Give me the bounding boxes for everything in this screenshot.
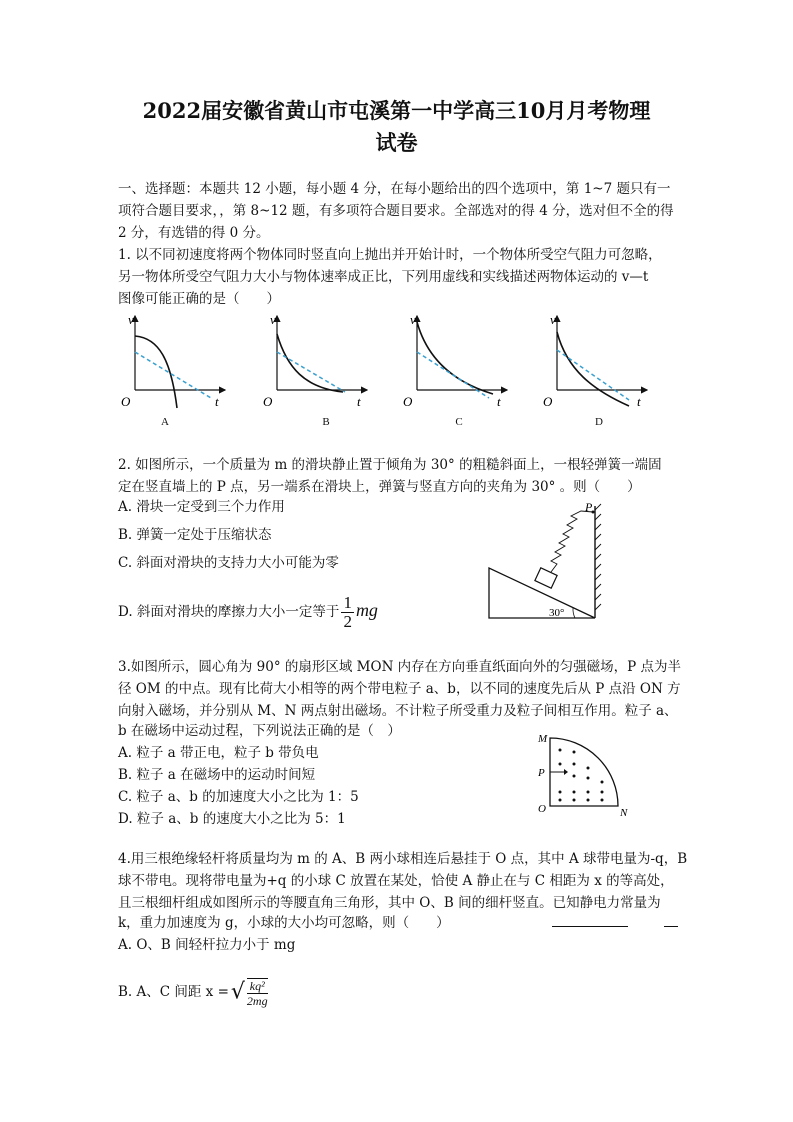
q4-figure-ceiling-fragment [664, 926, 678, 927]
q1-line-1: 1. 以不同初速度将两个物体同时竖直向上抛出并开始计时，一个物体所受空气阻力可忽略， [118, 247, 662, 263]
q2-line-2: 定在竖直墙上的 P 点，另一端系在滑块上，弹簧与竖直方向的夹角为 30° 。则（ ） [118, 479, 641, 495]
graph-a-solid-curve [135, 336, 177, 408]
graph-a-t-label: t [215, 394, 219, 409]
svg-text:v: v [270, 312, 276, 327]
q2-incline-figure [485, 500, 605, 625]
one-half-fraction: $\frac{1}{2}$ [343, 593, 352, 631]
graph-label-c: C [455, 416, 463, 428]
svg-text:t: t [497, 394, 501, 409]
q2-option-c: C. 斜面对滑块的支持力大小可能为零 [118, 555, 339, 571]
graph-b-solid-curve [277, 334, 343, 392]
q2-line-1: 2. 如图所示，一个质量为 m 的滑块静止置于倾角为 30° 的粗糙斜面上，一根轻弹簧一端固 [118, 457, 662, 473]
q3-option-d: D. 粒子 a、b 的速度大小之比为 5：1 [118, 811, 346, 827]
q3-option-b: B. 粒子 a 在磁场中的运动时间短 [118, 767, 316, 783]
q4-option-a: A. O、B 间轻杆拉力小于 mg [118, 937, 296, 953]
graph-c [403, 312, 507, 409]
graph-a-origin: O [121, 394, 131, 409]
point-o-label: O [538, 803, 546, 815]
section-intro-line-1: 一、选择题：本题共 12 小题，每小题 4 分，在每小题给出的四个选项中，第 1~7 题只有一 [118, 181, 671, 197]
q2-option-a: A. 滑块一定受到三个力作用 [118, 499, 285, 515]
graph-c-solid-curve [417, 322, 493, 394]
mg-symbol: mg [355, 600, 378, 620]
q1-line-3: 图像可能正确的是（ ） [118, 291, 280, 307]
sqrt-expression: √ $\frac{\text{kq²}}{2mg}$ [230, 978, 268, 1008]
q4-line-1: 4.用三根绝缘轻杆将质量均为 m 的 A、B 两小球相连后悬挂于 O 点，其中 A 球带电量为-q，B [118, 851, 688, 867]
q1-line-2: 另一物体所受空气阻力大小与物体速率成正比，下列用虚线和实线描述两物体运动的 v—t [118, 269, 649, 285]
graph-a-v-label: v [128, 312, 134, 327]
svg-text:v: v [410, 312, 416, 327]
point-p-label-q3: P [538, 767, 545, 779]
q1-graphs [115, 308, 675, 416]
graph-a-dashed-line [135, 352, 211, 398]
graph-d [543, 312, 647, 409]
q4-figure-ceiling [552, 926, 628, 927]
q3-line-3: 向射入磁场，并分别从 M、N 两点射出磁场。不计粒子所受重力及粒子间相互作用。粒子 a、 [118, 703, 678, 719]
q2-option-d-text: D. 斜面对滑块的摩擦力大小一定等于 [118, 604, 340, 620]
svg-text:t: t [357, 394, 361, 409]
graph-c-dashed-line [417, 352, 489, 398]
graph-label-d: D [595, 416, 603, 428]
q3-line-4: b 在磁场中运动过程，下列说法正确的是（ ） [118, 723, 401, 739]
point-p-label: P [585, 500, 593, 514]
section-intro-line-3: 2 分，有选错的得 0 分。 [118, 225, 270, 241]
q3-line-2: 径 OM 的中点。现有比荷大小相等的两个带电粒子 a、b，以不同的速度先后从 P 点沿 ON 方 [118, 681, 681, 697]
svg-text:O: O [263, 394, 273, 409]
graph-label-a: A [161, 416, 169, 428]
graph-d-solid-curve [557, 332, 629, 406]
title-line-2: 试卷 [375, 130, 418, 155]
spring [551, 511, 593, 572]
q3-line-1: 3.如图所示，圆心角为 90° 的扇形区域 MON 内存在方向垂直纸面向外的匀强磁场，P 点为半 [118, 659, 682, 675]
q2-option-d [118, 588, 378, 632]
title-line-1: 2022届安徽省黄山市屯溪第一中学高三10月月考物理 [142, 98, 651, 123]
q4-line-4: k，重力加速度为 g，小球的大小均可忽略，则（ ） [118, 915, 450, 931]
svg-text:O: O [403, 394, 413, 409]
graph-a [121, 312, 225, 409]
graph-b [263, 312, 367, 409]
q4-option-b [118, 972, 270, 1012]
q4-option-b-text: B. A、C 间距 x = [118, 984, 229, 1000]
svg-text:O: O [543, 394, 553, 409]
q4-line-2: 球不带电。现将带电量为+q 的小球 C 放置在某处，恰使 A 静止在与 C 相距为 x 的等高处， [118, 873, 674, 889]
q2-option-b: B. 弹簧一定处于压缩状态 [118, 527, 272, 543]
section-intro-line-2: 项符合题目要求，，第 8~12 题，有多项符合题目要求。全部选对的得 4 分，选对但不全的得 [118, 203, 674, 219]
q3-sector-figure [528, 728, 638, 820]
svg-text:t: t [637, 394, 641, 409]
sliding-block [535, 568, 557, 588]
svg-text:v: v [550, 312, 556, 327]
q4-line-3: 且三根细杆组成如图所示的等腰直角三角形，其中 O、B 间的细杆竖直。已知静电力常量为 [118, 895, 661, 911]
point-n-label: N [620, 807, 628, 819]
graph-label-b: B [322, 416, 330, 428]
point-m-label: M [538, 733, 548, 745]
angle-30-label: 30° [549, 607, 565, 619]
q3-option-a: A. 粒子 a 带正电，粒子 b 带负电 [118, 745, 319, 761]
q3-option-c: C. 粒子 a、b 的加速度大小之比为 1：5 [118, 789, 359, 805]
